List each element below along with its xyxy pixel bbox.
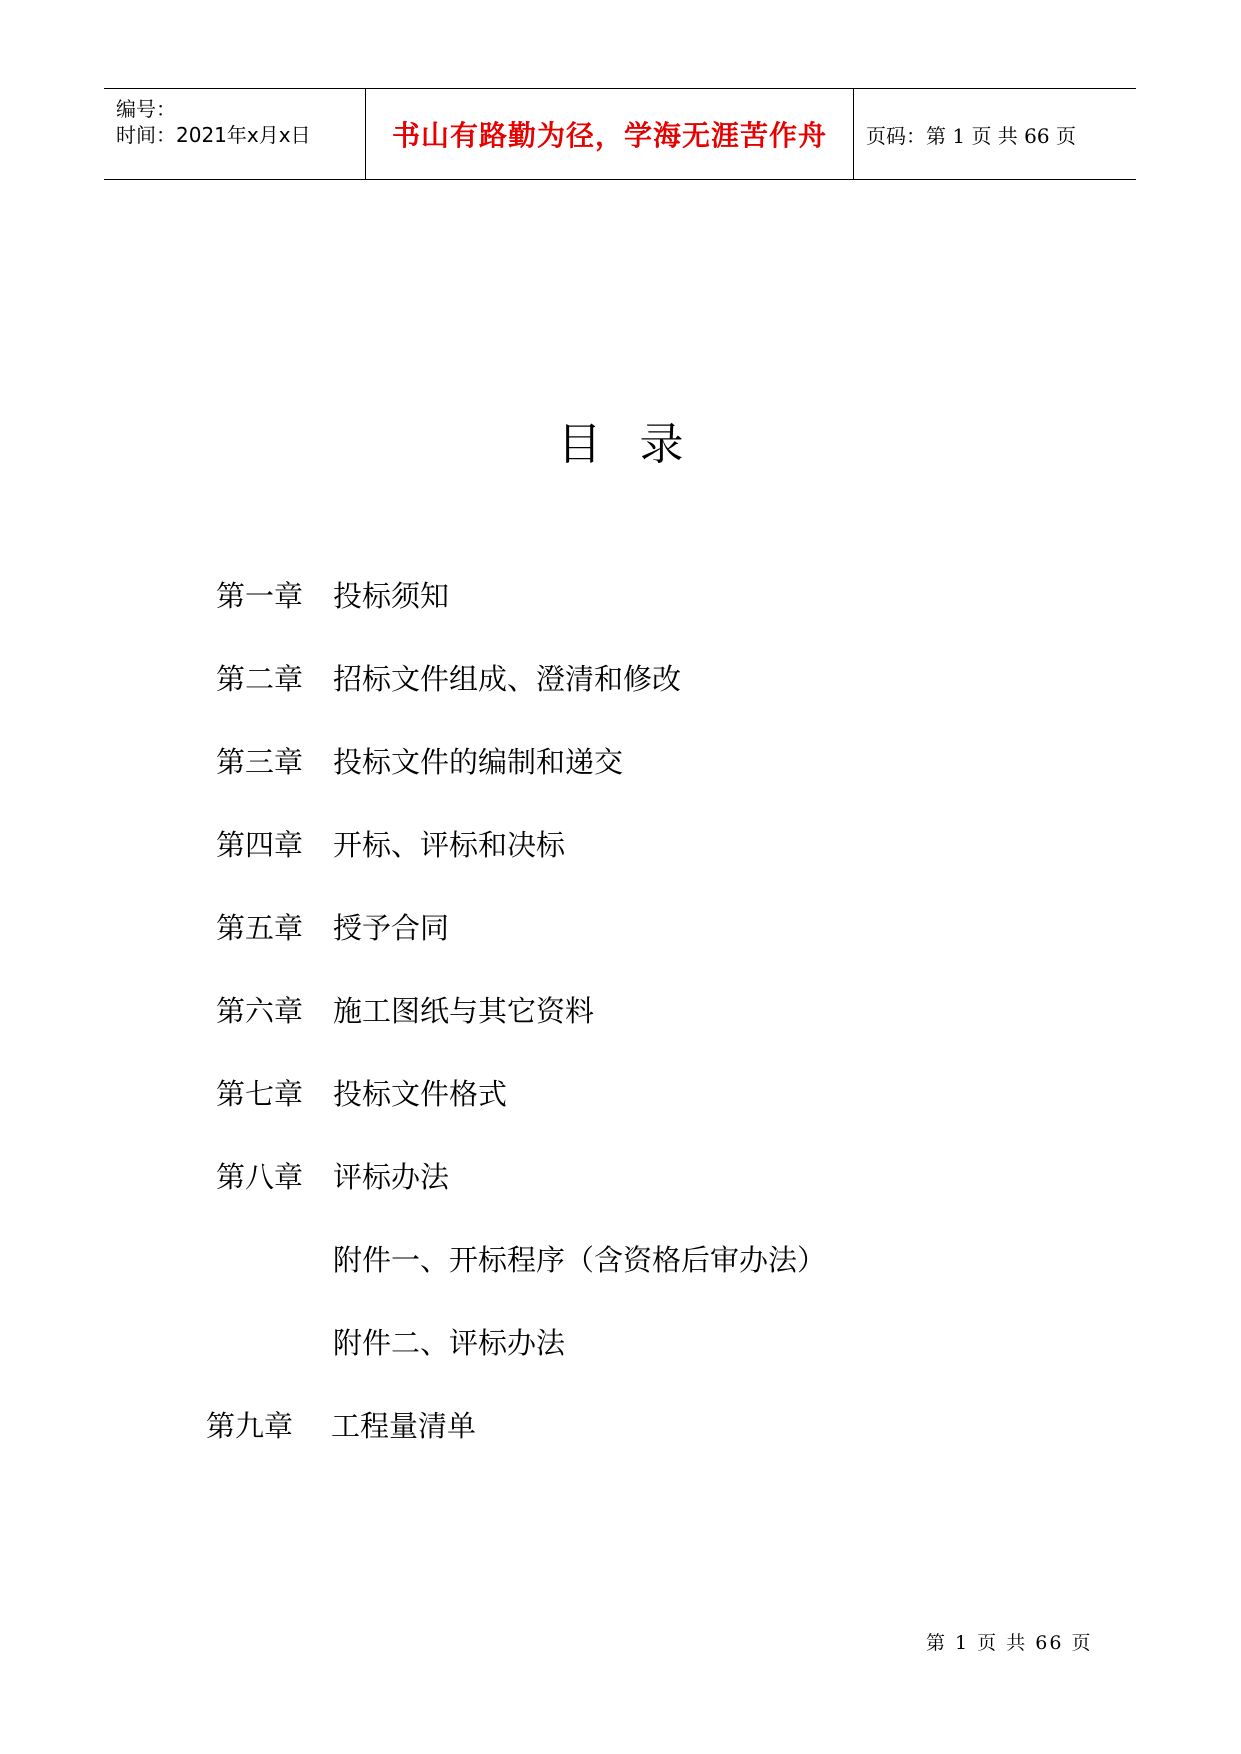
toc-appendix-title: 附件二、评标办法 <box>333 1326 566 1360</box>
toc-chapter-number: 第三章 <box>216 745 304 779</box>
toc-chapter-title: 招标文件组成、澄清和修改 <box>333 662 682 696</box>
toc-chapter-title: 授予合同 <box>333 911 450 945</box>
toc-chapter-number: 第五章 <box>216 911 304 945</box>
toc-chapter-number: 第七章 <box>216 1077 304 1111</box>
toc-chapter-title: 评标办法 <box>333 1160 450 1194</box>
toc-chapter-title: 投标文件的编制和递交 <box>333 745 624 779</box>
header-page-info: 页码：第 1 页 共 66 页 <box>866 123 1076 148</box>
page-footer: 第 1 页 共 66 页 <box>926 1632 1093 1654</box>
toc-chapter-number: 第九章 <box>206 1409 294 1443</box>
toc-chapter-number: 第四章 <box>216 828 304 862</box>
toc-chapter-number: 第一章 <box>216 579 304 613</box>
toc-appendix-title: 附件一、开标程序（含资格后审办法） <box>333 1243 827 1277</box>
toc-chapter-number: 第二章 <box>216 662 304 696</box>
toc-chapter-title: 投标须知 <box>333 579 450 613</box>
toc-chapter-number: 第六章 <box>216 994 304 1028</box>
toc-chapter-number: 第八章 <box>216 1160 304 1194</box>
toc-chapter-title: 工程量清单 <box>331 1409 477 1443</box>
page-title: 目录 <box>557 419 722 470</box>
serial-label: 编号： <box>116 97 176 121</box>
toc-chapter-title: 施工图纸与其它资料 <box>333 994 595 1028</box>
date-label: 时间：2021年x月x日 <box>116 123 311 147</box>
motto-text: 书山有路勤为径，学海无涯苦作舟 <box>391 119 827 152</box>
toc-chapter-title: 投标文件格式 <box>333 1077 508 1111</box>
toc-chapter-title: 开标、评标和决标 <box>333 828 566 862</box>
